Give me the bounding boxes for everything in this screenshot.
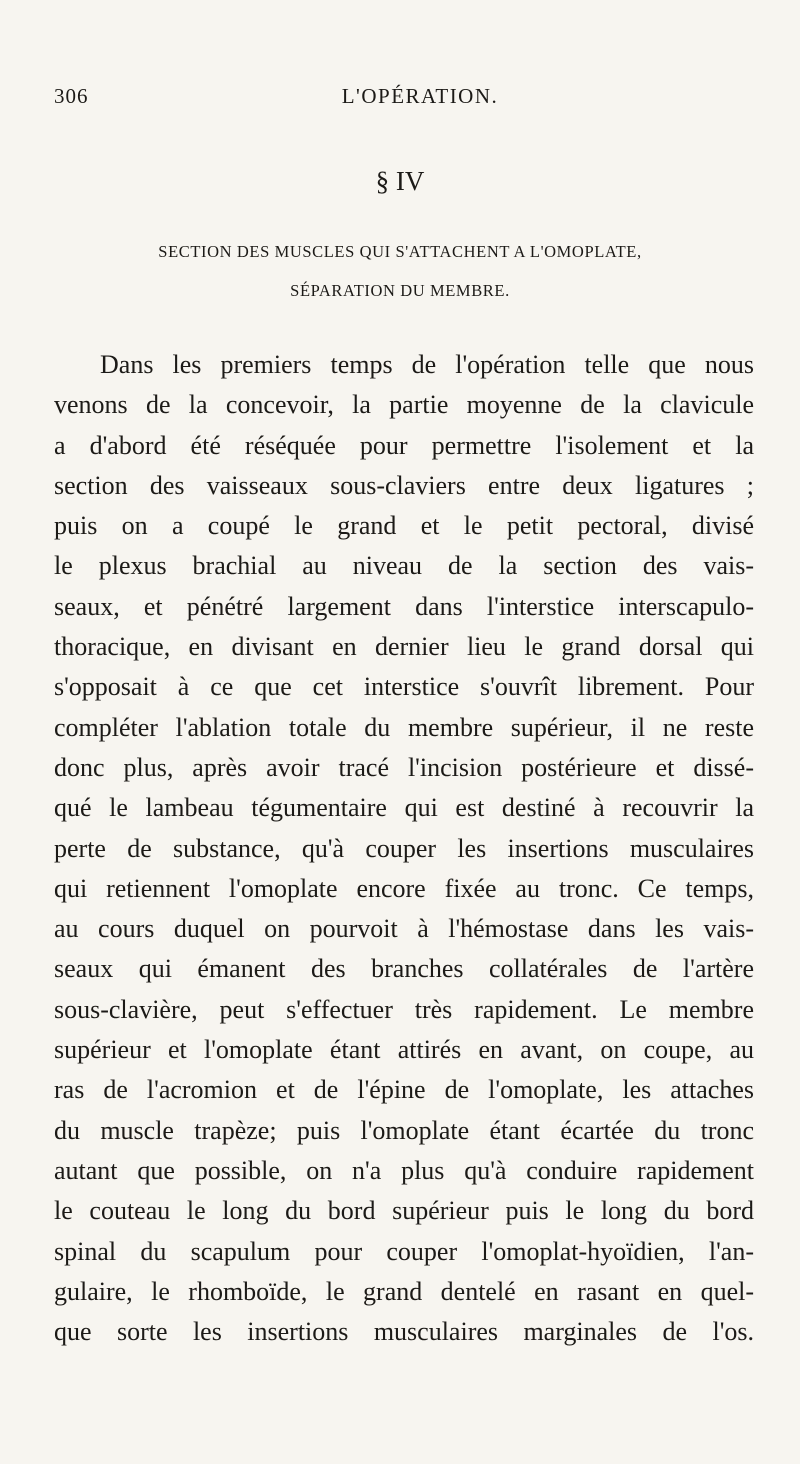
text-line: section des vaisseaux sous-claviers entre deux ligatures ; <box>54 470 754 500</box>
text-line: venons de la concevoir, la partie moyenne de la clavicule <box>54 390 754 420</box>
text-line: gulaire, le rhomboïde, le grand dentelé en rasant en quel- <box>54 1276 754 1306</box>
text-line: autant que possible, on n'a plus qu'à conduire rapidement <box>54 1155 754 1185</box>
page-number: 306 <box>54 84 89 108</box>
text-line: a d'abord été réséquée pour permettre l'isolement et la <box>54 430 754 460</box>
text-line: puis on a coupé le grand et le petit pectoral, divisé <box>54 511 754 541</box>
text-line: sous-clavière, peut s'effectuer très rapidement. Le membre <box>54 994 754 1024</box>
body-paragraph <box>54 345 754 1352</box>
running-title: L'OPÉRATION. <box>341 84 499 108</box>
text-line: le couteau le long du bord supérieur puis le long du bord <box>54 1196 754 1226</box>
text-line: donc plus, après avoir tracé l'incision postérieure et dissé- <box>54 752 754 782</box>
running-head <box>54 84 746 114</box>
text-line: que sorte les insertions musculaires marginales de l'os. <box>54 1317 754 1347</box>
section-heading <box>40 232 760 310</box>
section-heading-line: SECTION DES MUSCLES QUI S'ATTACHENT A L'OMOPLATE, <box>158 242 642 261</box>
text-line: s'opposait à ce que cet interstice s'ouvrît librement. Pour <box>54 672 754 702</box>
section-heading-line: SÉPARATION DU MEMBRE. <box>290 281 510 300</box>
text-line: qui retiennent l'omoplate encore fixée au tronc. Ce temps, <box>54 873 754 903</box>
text-line: supérieur et l'omoplate étant attirés en avant, on coupe, au <box>54 1035 754 1065</box>
text-line: le plexus brachial au niveau de la section des vais- <box>54 551 754 581</box>
section-number: § IV <box>375 166 425 196</box>
text-line: spinal du scapulum pour couper l'omoplat-hyoïdien, l'an- <box>54 1236 754 1266</box>
text-line: seaux qui émanent des branches collatérales de l'artère <box>54 954 754 984</box>
text-line: perte de substance, qu'à couper les insertions musculaires <box>54 833 754 863</box>
text-line: Dans les premiers temps de l'opération telle que nous <box>100 350 754 379</box>
text-line: compléter l'ablation totale du membre supérieur, il ne reste <box>54 712 754 742</box>
text-line: qué le lambeau tégumentaire qui est destiné à recouvrir la <box>54 793 754 823</box>
text-line: du muscle trapèze; puis l'omoplate étant écartée du tronc <box>54 1115 754 1145</box>
text-line: au cours duquel on pourvoit à l'hémostase dans les vais- <box>54 914 754 944</box>
text-line: thoracique, en divisant en dernier lieu le grand dorsal qui <box>54 632 754 662</box>
text-line: seaux, et pénétré largement dans l'interstice interscapulo- <box>54 591 754 621</box>
text-line: ras de l'acromion et de l'épine de l'omoplate, les attaches <box>54 1075 754 1105</box>
